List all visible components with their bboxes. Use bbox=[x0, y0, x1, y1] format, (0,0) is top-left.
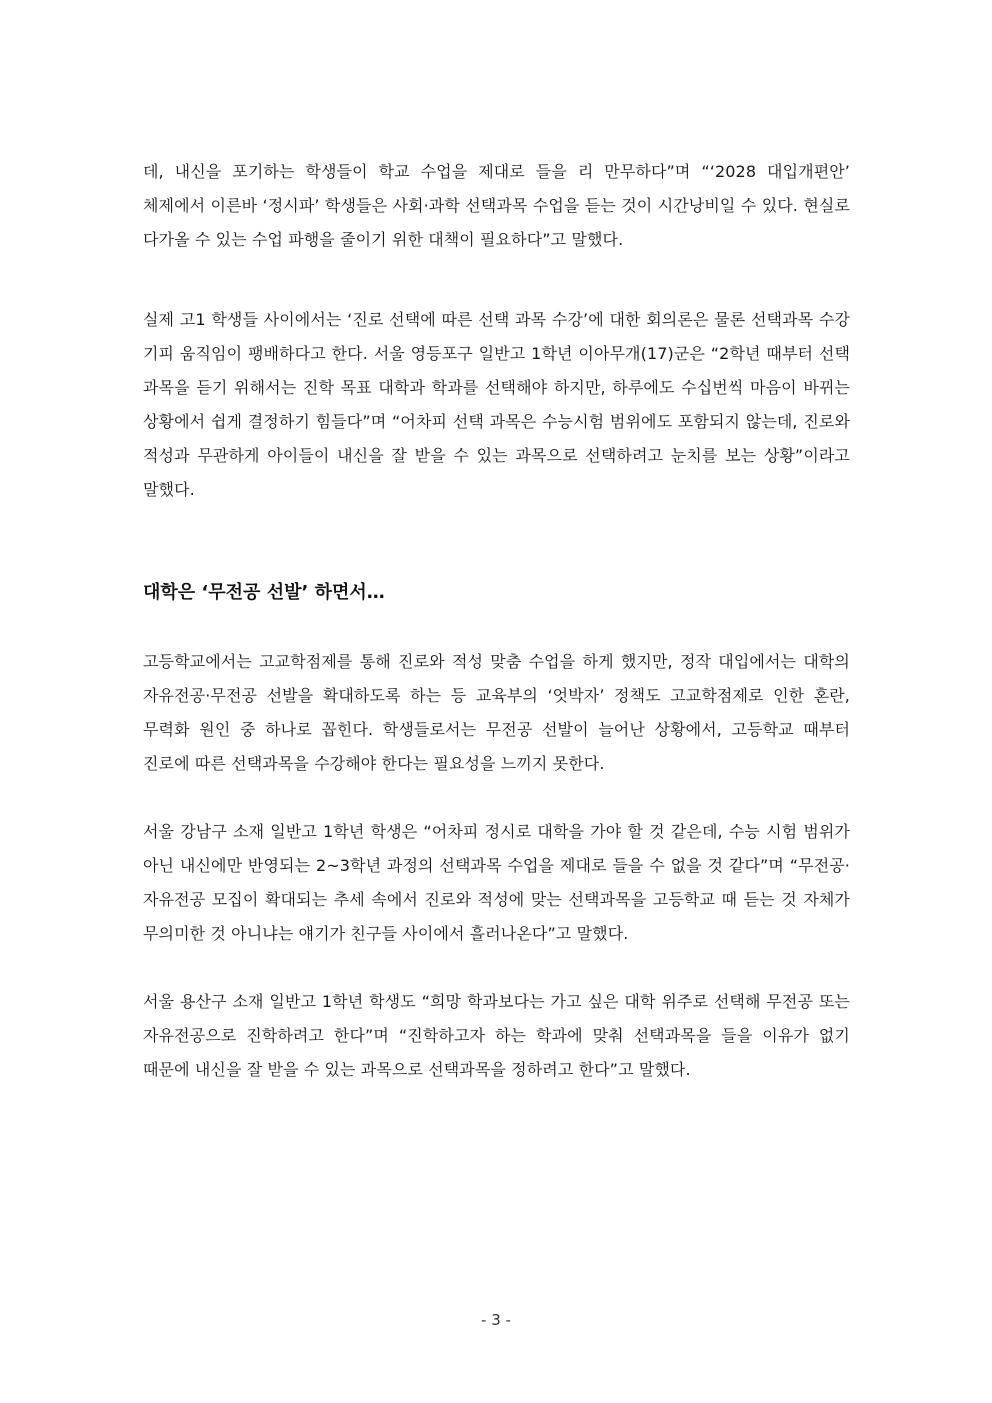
paragraph-student-skepticism: 실제 고1 학생들 사이에서는 ‘진로 선택에 따른 선택 과목 수강’에 대한 회의론은 물론 선택과목 수강 기피 움직임이 팽배하다고 한다. 서울 영등포구 일반고 1학년 이아무개(17)군은 “2학년 때부터 선택 과목을 듣기 위해서는 진학 목표 대학과 학과를 선택해야 하지만, 하루에도 수십번씩 마음이 바뀌는 상황에서 쉽게 결정하기 힘들다”며 “어차피 선택 과목은 수능시험 범위에도 포함되지 않는데, 진로와 적성과 무관하게 아이들이 내신을 잘 받을 수 있는 과목으로 선택하려고 눈치를 보는 상황”이라고 말했다. bbox=[143, 310, 850, 499]
section-heading: 대학은 ‘무전공 선발’ 하면서… bbox=[143, 582, 385, 603]
paragraph-gangnam-student: 서울 강남구 소재 일반고 1학년 학생은 “어차피 정시로 대학을 가야 할 것 같은데, 수능 시험 범위가 아닌 내신에만 반영되는 2~3학년 과정의 선택과목 수업을 제대로 들을 수 없을 것 같다”며 “무전공·자유전공 모집이 확대되는 추세 속에서 진로와 적성에 맞는 선택과목을 고등학교 때 듣는 것 자체가 무의미한 것 아니냐는 얘기가 친구들 사이에서 흘러나온다”고 말했다. bbox=[143, 822, 850, 943]
page-number: - 3 - bbox=[481, 1311, 511, 1329]
paragraph-yongsan-student: 서울 용산구 소재 일반고 1학년 학생도 “희망 학과보다는 가고 싶은 대학 위주로 선택해 무전공 또는 자유전공으로 진학하려고 한다”며 “진학하고자 하는 학과에 맞춰 선택과목을 들을 이유가 없기 때문에 내신을 잘 받을 수 있는 과목으로 선택과목을 정하려고 한다”고 말했다. bbox=[143, 992, 850, 1079]
document-body bbox=[143, 155, 850, 1087]
paragraph-policy-mismatch: 고등학교에서는 고교학점제를 통해 진로와 적성 맞춤 수업을 하게 했지만, 정작 대입에서는 대학의 자유전공·무전공 선발을 확대하도록 하는 등 교육부의 ‘엇박자’ 정책도 고교학점제로 인한 혼란, 무력화 원인 중 하나로 꼽힌다. 학생들로서는 무전공 선발이 늘어난 상황에서, 고등학교 때부터 진로에 따른 선택과목을 수강해야 한다는 필요성을 느끼지 못한다. bbox=[143, 652, 850, 773]
paragraph-intro-continuation: 데, 내신을 포기하는 학생들이 학교 수업을 제대로 들을 리 만무하다”며 “‘2028 대입개편안’ 체제에서 이른바 ‘정시파’ 학생들은 사회·과학 선택과목 수업을 듣는 것이 시간낭비일 수 있다. 현실로 다가올 수 있는 수업 파행을 줄이기 위한 대책이 필요하다”고 말했다. bbox=[143, 162, 850, 249]
